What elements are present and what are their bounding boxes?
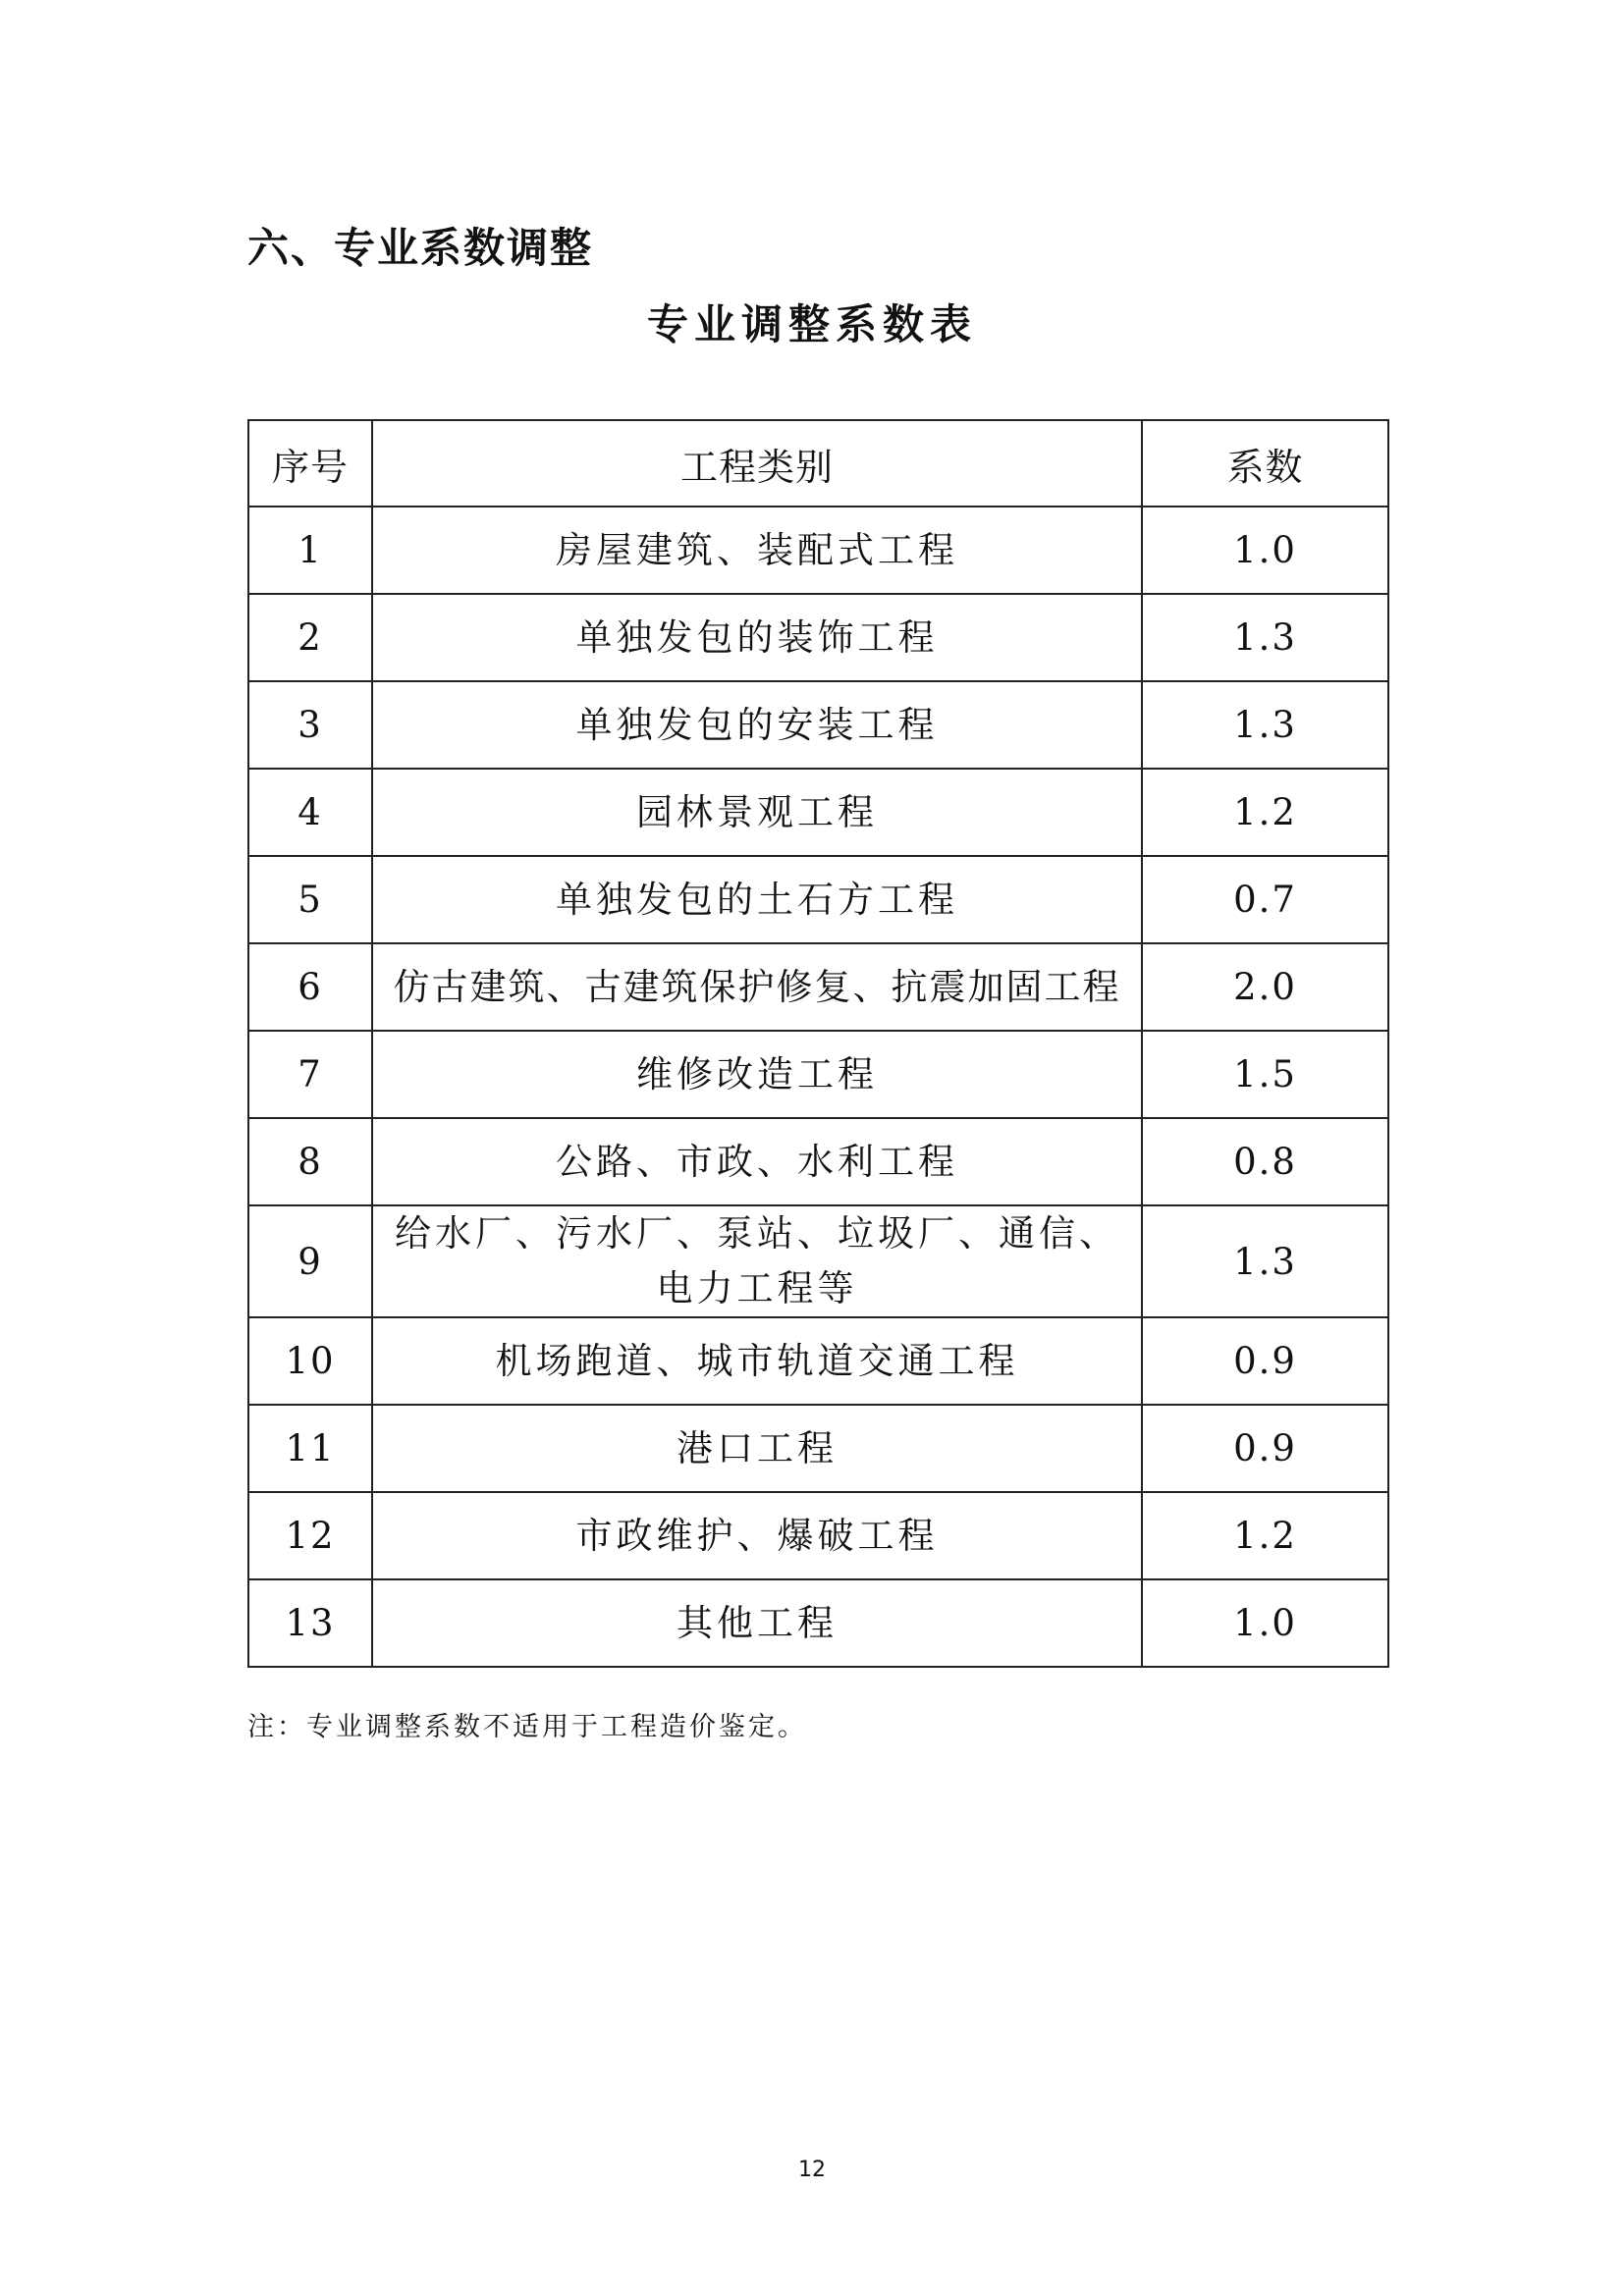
row-coefficient: 1.0 <box>1142 507 1388 594</box>
row-coefficient: 1.3 <box>1142 681 1388 769</box>
row-coefficient: 1.2 <box>1142 769 1388 856</box>
row-no: 8 <box>248 1118 372 1205</box>
row-category: 房屋建筑、装配式工程 <box>372 507 1142 594</box>
row-category: 单独发包的装饰工程 <box>372 594 1142 681</box>
row-category: 机场跑道、城市轨道交通工程 <box>372 1317 1142 1405</box>
row-category: 公路、市政、水利工程 <box>372 1118 1142 1205</box>
row-no: 7 <box>248 1031 372 1118</box>
page-number: 12 <box>798 2158 826 2182</box>
row-no: 3 <box>248 681 372 769</box>
table-row <box>248 1118 1388 1205</box>
row-no: 11 <box>248 1405 372 1492</box>
row-coefficient: 1.3 <box>1142 1205 1388 1317</box>
table-row <box>248 681 1388 769</box>
row-coefficient: 1.5 <box>1142 1031 1388 1118</box>
row-coefficient: 1.3 <box>1142 594 1388 681</box>
row-category: 园林景观工程 <box>372 769 1142 856</box>
row-category: 仿古建筑、古建筑保护修复、抗震加固工程 <box>372 943 1142 1031</box>
table-row <box>248 1492 1388 1579</box>
table-row <box>248 943 1388 1031</box>
header-no: 序号 <box>248 420 372 507</box>
row-category: 单独发包的安装工程 <box>372 681 1142 769</box>
section-heading: 六、专业系数调整 <box>247 224 594 272</box>
table-header-row <box>248 420 1388 507</box>
row-no: 12 <box>248 1492 372 1579</box>
row-no: 1 <box>248 507 372 594</box>
table-row <box>248 1405 1388 1492</box>
row-no: 5 <box>248 856 372 943</box>
row-category: 市政维护、爆破工程 <box>372 1492 1142 1579</box>
table-row <box>248 507 1388 594</box>
table-row <box>248 1031 1388 1118</box>
table-title: 专业调整系数表 <box>646 300 977 348</box>
row-no: 9 <box>248 1205 372 1317</box>
table-note: 注：专业调整系数不适用于工程造价鉴定。 <box>247 1712 807 1742</box>
coefficient-table <box>247 419 1389 1668</box>
row-no: 2 <box>248 594 372 681</box>
row-coefficient: 0.8 <box>1142 1118 1388 1205</box>
row-category: 给水厂、污水厂、泵站、垃圾厂、通信、 电力工程等 <box>372 1205 1142 1317</box>
row-category: 单独发包的土石方工程 <box>372 856 1142 943</box>
table-row <box>248 1317 1388 1405</box>
row-coefficient: 0.9 <box>1142 1317 1388 1405</box>
row-coefficient: 2.0 <box>1142 943 1388 1031</box>
row-coefficient: 1.2 <box>1142 1492 1388 1579</box>
row-no: 10 <box>248 1317 372 1405</box>
row-coefficient: 0.7 <box>1142 856 1388 943</box>
row-no: 6 <box>248 943 372 1031</box>
row-coefficient: 0.9 <box>1142 1405 1388 1492</box>
header-category: 工程类别 <box>372 420 1142 507</box>
table-row <box>248 1579 1388 1667</box>
row-category: 其他工程 <box>372 1579 1142 1667</box>
row-no: 13 <box>248 1579 372 1667</box>
row-no: 4 <box>248 769 372 856</box>
table-row <box>248 856 1388 943</box>
row-category: 港口工程 <box>372 1405 1142 1492</box>
table-row <box>248 769 1388 856</box>
row-coefficient: 1.0 <box>1142 1579 1388 1667</box>
table-row <box>248 594 1388 681</box>
header-coefficient: 系数 <box>1142 420 1388 507</box>
table-row <box>248 1205 1388 1317</box>
row-category: 维修改造工程 <box>372 1031 1142 1118</box>
